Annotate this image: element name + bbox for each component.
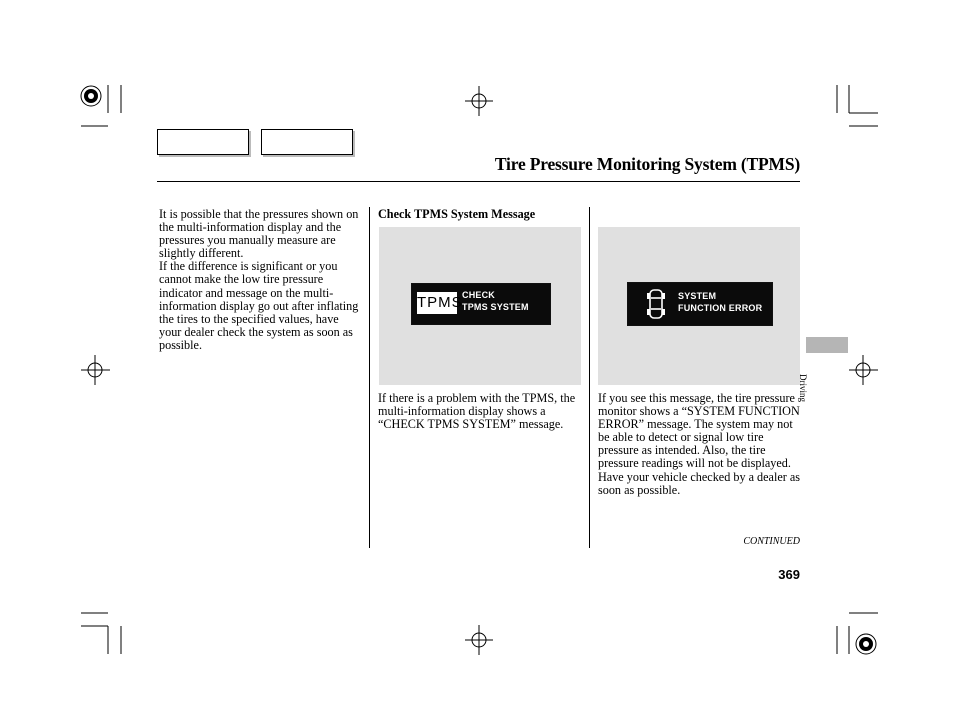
registration-target-bottom-right bbox=[856, 634, 876, 654]
right-caption: If you see this message, the tire pressure monitor shows a “SYSTEM FUNCTION ERROR” message. The system may not be able to detect or signal low tire pressure as intended. Also, the tire pressure readings will not be displayed. Have your vehicle checked by a dealer as soon as possible. bbox=[598, 391, 801, 497]
middle-caption: If there is a problem with the TPMS, the multi-information display shows a “CHECK TPMS SYSTEM” message. bbox=[378, 391, 576, 432]
display-panel-check-tpms bbox=[379, 227, 581, 385]
left-column-text bbox=[159, 208, 359, 352]
display-panel-function-error bbox=[598, 227, 800, 385]
section-heading: Check TPMS System Message bbox=[378, 207, 536, 221]
column-divider-2 bbox=[589, 207, 590, 548]
header-tab-box-2 bbox=[261, 129, 353, 155]
header-tab-box-1 bbox=[157, 129, 249, 155]
registration-target-top-left bbox=[81, 86, 101, 106]
section-tab bbox=[806, 337, 848, 353]
paragraph: It is possible that the pressures shown on the multi-information display and the pressures you manually measure are slightly different. bbox=[159, 207, 359, 261]
display-line-2: FUNCTION ERROR bbox=[678, 303, 763, 313]
page-number: 369 bbox=[778, 567, 800, 582]
tpms-indicator-icon: TPMS bbox=[417, 292, 457, 314]
car-top-view-icon bbox=[646, 287, 666, 321]
page-title: Tire Pressure Monitoring System (TPMS) bbox=[494, 154, 800, 174]
header-rule bbox=[157, 181, 800, 182]
mid-display-screen bbox=[411, 283, 551, 325]
display-line-1: CHECK bbox=[462, 290, 496, 300]
paragraph: If the difference is significant or you cannot make the low tire pressure indicator and message on the multi-information display go out after inflating the tires to the specified values, have your dealer check the system as soon as possible. bbox=[159, 259, 359, 352]
section-label: Driving bbox=[798, 374, 808, 402]
column-divider-1 bbox=[369, 207, 370, 548]
display-line-2: TPMS SYSTEM bbox=[462, 302, 529, 312]
display-line-1: SYSTEM bbox=[678, 291, 717, 301]
continued-label: CONTINUED bbox=[743, 536, 800, 547]
right-display-screen bbox=[627, 282, 773, 326]
